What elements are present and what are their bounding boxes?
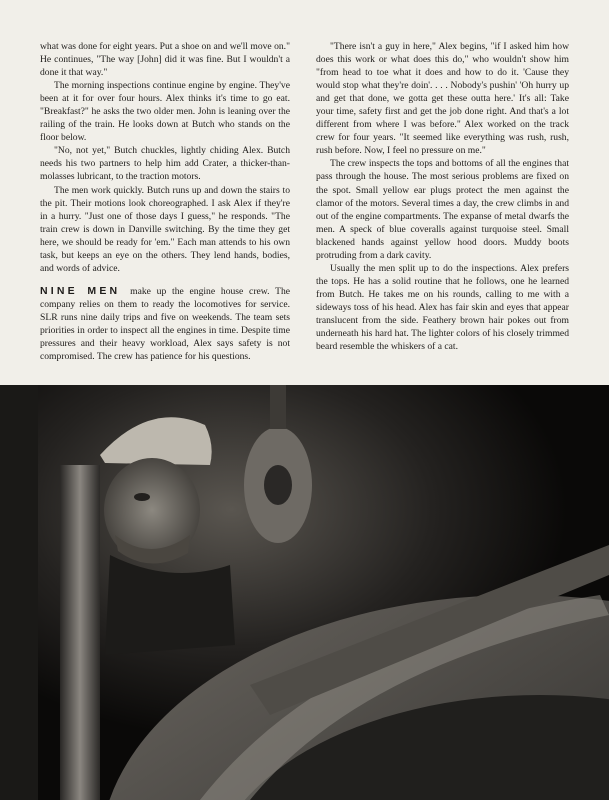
left-column bbox=[40, 40, 290, 363]
article-text bbox=[0, 0, 609, 385]
right-column bbox=[316, 40, 569, 353]
paragraph: "No, not yet," Butch chuckles, lightly chiding Alex. Butch needs his two partners to help him add Crater, a thicker-than-molasses lubricant, to the traction motors. bbox=[40, 145, 290, 183]
paragraph: The crew inspects the tops and bottoms of all the engines that pass through the house. The most serious problems are fixed on the spot. Small yellow ear plugs protect the men against the clamor of the motors. Several times a day, the crew climbs in and out of the engine compartments. The expanse of metal dwarfs the men. A speck of blue coveralls against turquoise steel. Small blackened hands against yellow hood doors. Muddy boots protruding from a dark cavity. bbox=[316, 158, 569, 261]
paragraph: The morning inspections continue engine by engine. They've been at it for over four hours. Alex thinks it's time to go eat. "Breakfast?" he asks the two older men. John is leaning over the railing of the train. He looks down at Butch who stands on the floor below. bbox=[40, 80, 290, 144]
section-heading: NINE MEN bbox=[40, 284, 121, 297]
paragraph: "There isn't a guy in here," Alex begins, "if I asked him how does this work or what does this do," who wouldn't show him "from head to toe what it does and how to do it. 'Cause they would stop what they're doin'. . . . Nobody's pushin' 'Oh hurry up and get that done, we gotta get these outta here.' It's all: Take your time, safety first and get the job done right. And that's a lot different from where I was before." Alex worked on the track crew for four years. "It seemed like everything was rush, rush, rush before. Now, I feel no pressure on me." bbox=[316, 41, 569, 157]
paragraph-section-start bbox=[40, 285, 290, 363]
paragraph: Usually the men split up to do the inspections. Alex prefers the tops. He has a solid routine that he follows, one he learned from Butch. He takes me on his rounds, calling to me with a sideways toss of his head. Alex has fair skin and eyes that appear translucent from the side. Feathery brown hair pokes out from underneath his hard hat. The lighter colors of his closely trimmed beard resemble the whiskers of a cat. bbox=[316, 262, 569, 353]
photo-worker-in-engine bbox=[0, 385, 609, 800]
paragraph: what was done for eight years. Put a shoe on and we'll move on." He continues, "The way [John] did it was fine. But I wouldn't a done it that way." bbox=[40, 41, 290, 79]
paragraph: The men work quickly. Butch runs up and down the stairs to the pit. Their motions look choreographed. I ask Alex if they're in a hurry. "Just one of those days I guess," he responds. "The train crew is down in Danville switching. By the time they get here, we should be ready for 'em." Each man attends to his own task, but keeps an eye on the others. They lend hands, bodies, and words of advice. bbox=[40, 184, 290, 274]
paragraph-body: make up the engine house crew. The company relies on them to ready the locomotives for service. SLR runs nine daily trips and five on weekends. The team sets priorities in order to inspect all the engines in time. Despite time pressures and their heavy workload, Alex says safety is not compromised. The crew has patience for his questions. bbox=[40, 285, 290, 363]
photo-illustration bbox=[0, 385, 609, 800]
